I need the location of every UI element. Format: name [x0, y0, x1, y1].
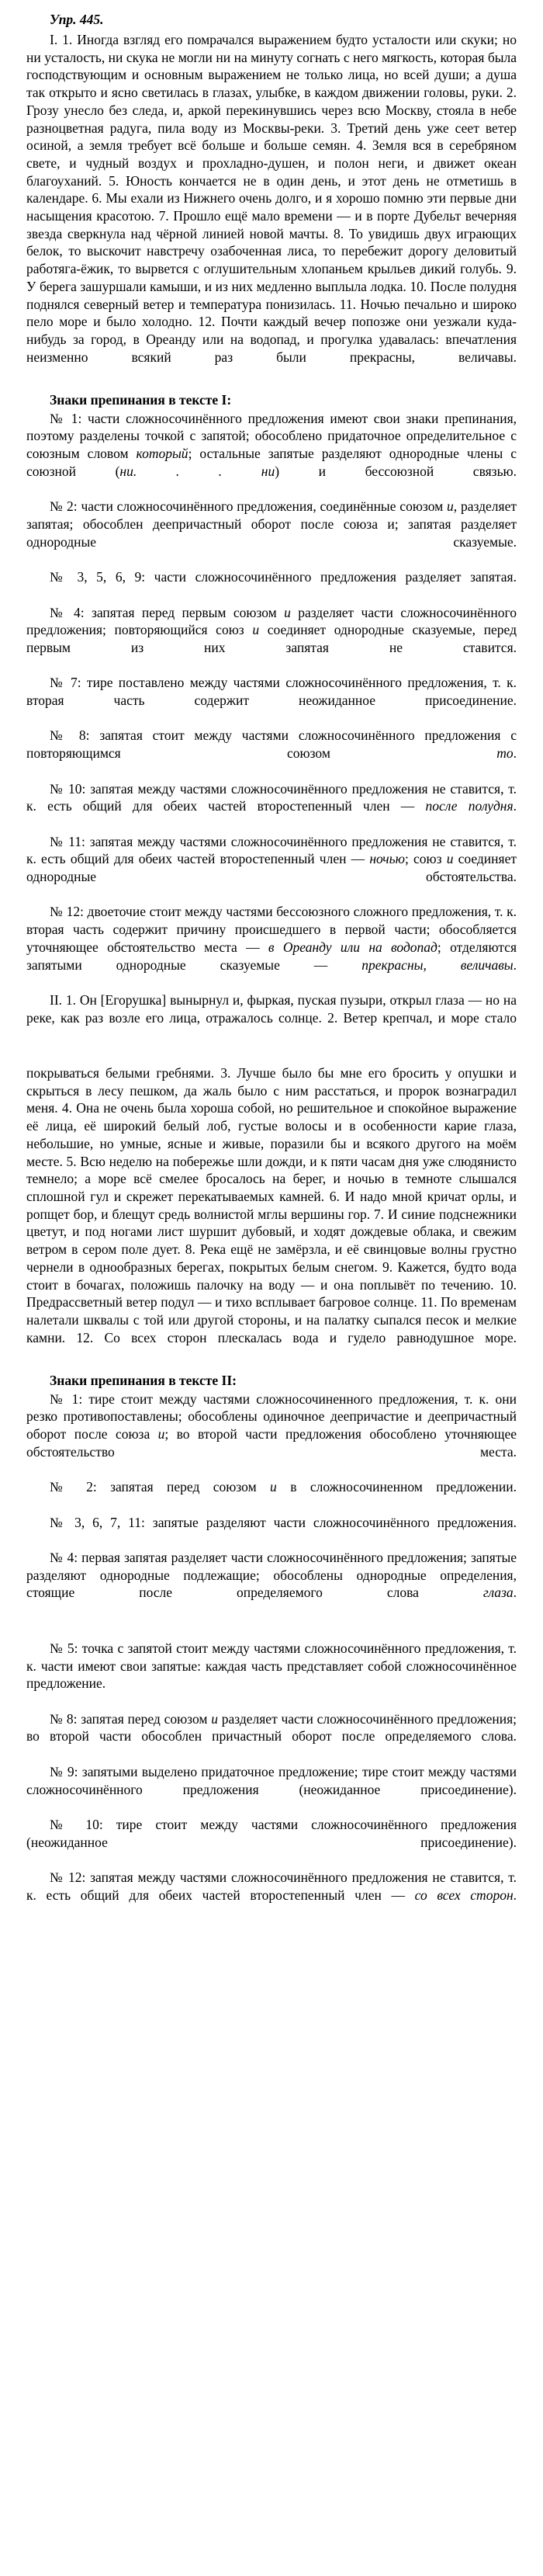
punctuation-note [26, 410, 517, 498]
italic-term: и [157, 1426, 165, 1442]
italic-term: в Ореанду или на водопад [268, 939, 438, 955]
note-text: ; остальные запятые разделяют однородные члены с союзной ( [26, 446, 517, 479]
punctuation-note [26, 1640, 517, 1710]
italic-term: и [446, 851, 454, 867]
note-text: № 10: запятая между частями сложносочинённого предложения не ставится, т. к. есть общий для обеих частей второстепенный член — [26, 780, 517, 814]
note-text: № 12: запятая между частями сложносочинённого предложения не ставится, т. к. есть общий для обеих частей второстепенный член — [26, 1870, 517, 1903]
punctuation-note [26, 903, 517, 991]
note-text: , разделяет запятая; обособлен деепричастный оборот после союза и; запятая разделяет однородные сказуемые. [26, 498, 517, 550]
italic-term: ни. . . ни [119, 463, 275, 479]
note-text: № 1: части сложносочинённого предложения имеют свои знаки препинания, поэтому разделены точкой с запятой; обособлено придаточное определительное с союзным словом [26, 410, 517, 462]
punctuation-note [26, 1763, 517, 1816]
punctuation-note [26, 1514, 517, 1549]
punctuation-note [26, 1869, 517, 1922]
italic-term: со всех сторон [414, 1887, 514, 1903]
page-break-gap [26, 1620, 517, 1640]
punctuation-note [26, 780, 517, 833]
text-paragraph: I. 1. Иногда взгляд его помрачался выражением будто усталости или скуки; но ни усталость, ни скука не могли ни на минуту согнать с него мягкость, которая была господствующим и основным выражением не только лица, но всей души; а душа так открыто и ясно светилась в глазах, улыбке, в каждом движении головы, руки. 2. Грозу унесло без следа, и, аркой перекинувшись через всю Москву, стояла в небе разноцветная радуга, пила воду из Москвы-реки. 3. Третий день уже сеет ветер осиной, а земля требует всё больше и больше семян. 4. Земля вся в серебряном свете, и чудный воздух и прохладно-душен, и полон неги, и движет океан благоуханий. 5. Юность кончается не в один день, и этот день не отметишь в календаре. 6. Мы ехали из Нижнего очень долго, и я хорошо помню эти первые дни насыщения красотою. 7. Прошло ещё мало времени — и в порте Дубельт вечерняя звезда сверкнула над чёрной линией новой мачты. 8. То увидишь двух играющих белок, то выскочит навстречу озабоченная лиса, то перебежит дорогу деловитый работяга-ёжик, то вырвется с оглушительным хлопаньем крыльев дикий голубь. 9. У берега зашуршали камыши, и из них медленно выплыла лодка. 10. После полудня поднялся северный ветер и температура понизилась. 11. Ночью печально и широко пело море и было холодно. 12. Почти каждый вечер попозже они уезжали куда-нибудь за город, в Ореанду или на водопад, и прогулка удавалась: впечатления неизменно всякий раз были прекрасны, величавы. [26, 32, 517, 365]
italic-term: и [252, 622, 260, 638]
italic-term: прекрасны, величавы [361, 956, 514, 973]
note-text: № 3, 5, 6, 9: части сложносочинённого предложения разделяет запятая. [50, 569, 517, 585]
punctuation-note [26, 1478, 517, 1513]
italic-term: после полудня [425, 798, 514, 814]
note-text: . [513, 1585, 517, 1601]
note-text: № 11: запятая между частями сложносочинённого предложения не ставится, т. к. есть общий для обеих частей второстепенный член — [26, 833, 517, 867]
note-text: в сложносочиненном предложении. [276, 1479, 517, 1495]
note-text: . [513, 798, 517, 814]
note-text: ; во второй части предложения обособлено уточняющее обстоятельство места. [26, 1426, 517, 1460]
italic-term: и [447, 498, 454, 515]
note-text: № 2: части сложносочинённого предложения, соединённые союзом [50, 498, 448, 515]
note-text: № 8: запятая стоит между частями сложносочинённого предложения с повторяющимся союзом [26, 727, 517, 762]
note-text: разделяет части сложносочинённого предложения; повторяющийся союз [26, 604, 517, 638]
punctuation-note [26, 833, 517, 904]
document-body [26, 31, 517, 1922]
note-text: . [513, 1887, 517, 1903]
punctuation-note [26, 1710, 517, 1763]
italic-term: то [496, 745, 514, 762]
note-text: соединяет однородные обстоятельства. [26, 851, 517, 885]
note-text: ) и бессоюзной связью. [275, 463, 517, 479]
text-paragraph: покрываться белыми гребнями. 3. Лучше было бы мне его бросить у опушки и скрыться в лесу пешком, да жаль было с ним расстаться, и пророк вознаградил меня. 4. Она не очень была хороша собой, но решительное и спокойное выражение её лица, её широкий белый лоб, густые волосы и в особенности карие глаза, небольшие, но умные, ясные и живые, поразили бы и всякого другого на моём месте. 5. Всю неделю на побережье шли дожди, и к пяти часам дня уже слюдянисто темнело; а море всё смелее бросалось на берег, и ночью в темноте слышался сплошной гул и скрежет перекатываемых камней. 6. И надо мной кричат орлы, и ропщет бор, и блещут средь волнистой мглы вершины гор. 7. И синие подснежники цветут, и под ногами лист шуршит дубовый, и ходят дождевые облака, и свежим ветром в сером поле дует. 8. Река ещё не замёрзла, и её свинцовые волны грустно чернели в однообразных берегах, покрытых белым снегом. 9. Кажется, будто вода стоит в бочагах, положишь палочку на воду — и она поплывёт по течению. 10. Предрассветный ветер подул — и тихо всплывает багровое солнце. 11. По временам налетали шквалы с той или другой стороны, и на палатку сыпался песок и мелкие камни. 12. Со всех сторон плескалась вода и гудело равнодушное море. [26, 1065, 517, 1345]
italic-term: который [136, 446, 188, 462]
punctuation-note [26, 727, 517, 779]
italic-term: ночью [369, 851, 405, 867]
italic-term: и [270, 1479, 277, 1495]
note-text: № 9: запятыми выделено придаточное предложение; тире стоит между частями сложносочинённого предложения (неожиданное присоединение). [26, 1763, 517, 1797]
italic-term: глаза [482, 1585, 514, 1601]
exercise-number: Упр. 445. [50, 12, 104, 27]
punctuation-note [26, 498, 517, 568]
note-text: . [513, 956, 517, 973]
punctuation-note [26, 1549, 517, 1620]
note-text: № 4: запятая перед первым союзом [50, 604, 285, 620]
text-paragraph: II. 1. Он [Егорушка] вынырнул и, фыркая, пуская пузыри, открыл глаза — но на реке, как раз возле его лица, отражалось солнце. 2. Ветер крепчал, и море стало [26, 991, 517, 1026]
note-text: № 1: тире стоит между частями сложносочиненного предложения, т. к. они резко противопоставлены; обособлены одиночное деепричастие и деепричастный оборот после союза [26, 1390, 517, 1442]
punctuation-note [26, 1390, 517, 1479]
section-heading: Знаки препинания в тексте II: [50, 1373, 237, 1389]
note-text: № 12: двоеточие стоит между частями бессоюзного сложного предложения, т. к. вторая часть содержит причину происшедшего в первой части; обособляется уточняющее обстоятельство места — [26, 904, 517, 955]
note-text: ; отделяются запятыми однородные сказуемые — [26, 939, 517, 973]
note-text: № 7: тире поставлено между частями сложносочинённого предложения, т. к. вторая часть содержит неожиданное присоединение. [26, 675, 517, 709]
italic-term: и [284, 604, 291, 620]
note-text: № 3, 6, 7, 11: запятые разделяют части сложносочинённого предложения. [50, 1514, 517, 1530]
punctuation-note [26, 604, 517, 675]
italic-term: и [211, 1710, 218, 1727]
section-heading: Знаки препинания в тексте I: [50, 392, 232, 408]
punctuation-note [26, 674, 517, 727]
note-text: разделяет части сложносочинённого предложения; во второй части обособлен причастный оборот после определяемого слова. [26, 1710, 517, 1745]
note-text: № 10: тире стоит между частями сложносочинённого предложения (неожиданное присоединение). [26, 1816, 517, 1850]
page-break-gap [26, 1044, 517, 1064]
note-text: № 4: первая запятая разделяет части сложносочинённого предложения; запятые разделяют однородные подлежащие; обособлены однородные определения, стоящие после определяемого слова [26, 1550, 517, 1601]
note-text: . [513, 745, 517, 762]
punctuation-note [26, 568, 517, 603]
note-text: ; союз [404, 851, 447, 867]
punctuation-note [26, 1816, 517, 1869]
note-text: соединяет однородные сказуемые, перед первым из них запятая не ставится. [26, 622, 517, 655]
note-text: № 5: точка с запятой стоит между частями сложносочинённого предложения, т. к. части имеют свои запятые: каждая часть представляет собой сложносочинённое предложение. [26, 1640, 517, 1692]
note-text: № 8: запятая перед союзом [50, 1710, 212, 1727]
note-text: № 2: запятая перед союзом [50, 1479, 271, 1495]
